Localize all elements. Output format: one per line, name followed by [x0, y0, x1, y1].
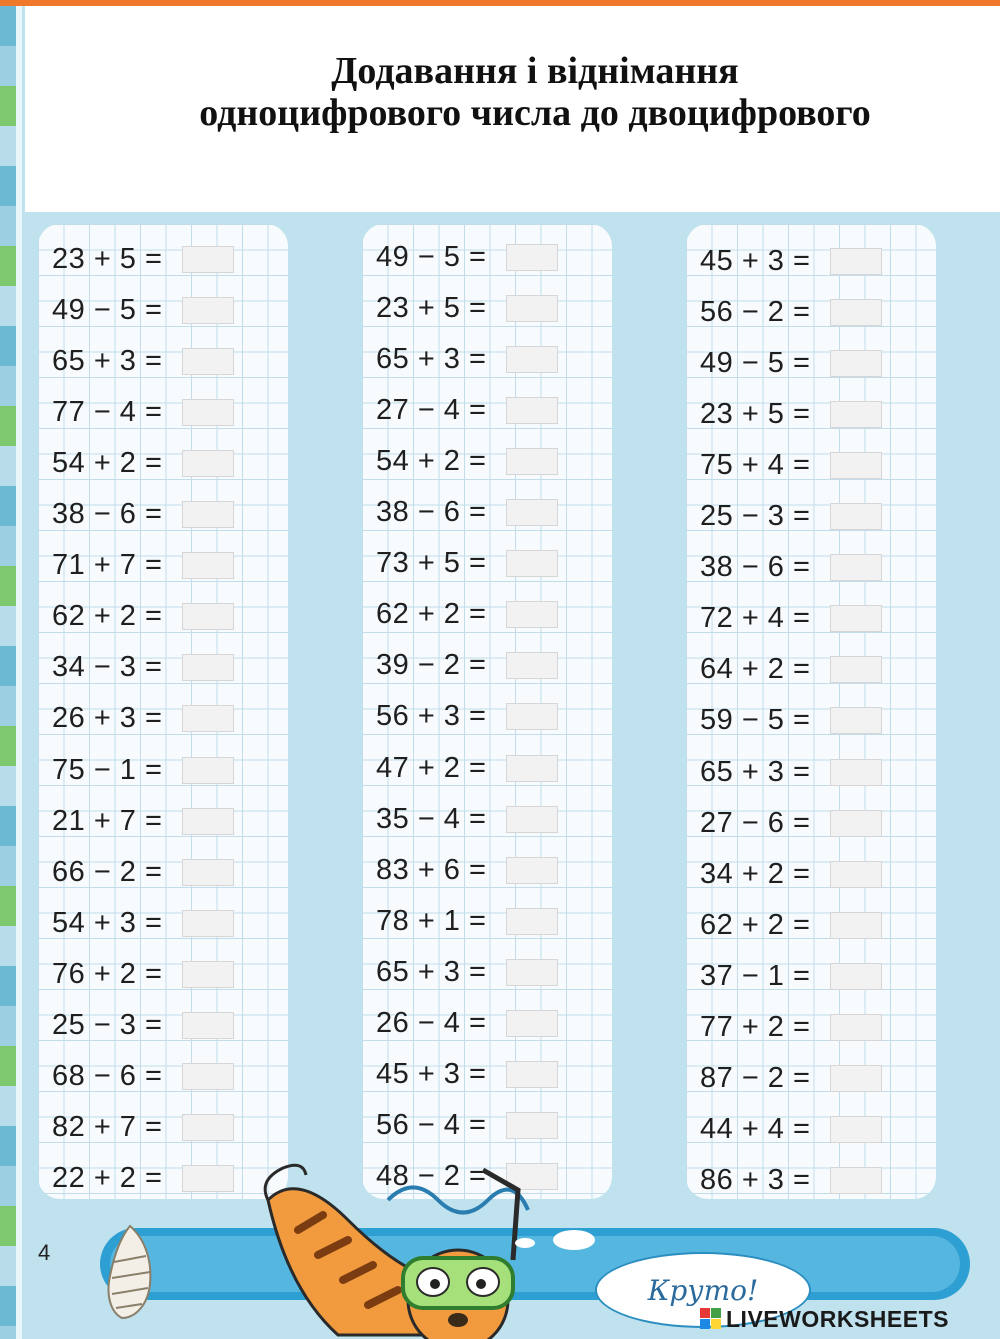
exercise-row	[52, 855, 234, 889]
answer-box[interactable]	[182, 961, 234, 988]
exercise-text: 23 + 5 =	[700, 397, 811, 430]
answer-box[interactable]	[506, 601, 558, 628]
exercise-text: 86 + 3 =	[700, 1164, 811, 1197]
exercise-text: 64 + 2 =	[700, 653, 811, 686]
exercise-row	[376, 649, 558, 683]
exercise-text: 87 − 2 =	[700, 1062, 811, 1095]
exercise-row	[52, 293, 234, 327]
answer-box[interactable]	[182, 297, 234, 324]
exercise-row	[52, 549, 234, 583]
answer-box[interactable]	[182, 705, 234, 732]
exercise-row	[52, 1060, 234, 1094]
title-header	[25, 6, 1000, 212]
exercise-text: 34 − 3 =	[52, 651, 163, 684]
exercise-row	[52, 344, 234, 378]
exercise-row	[52, 906, 234, 940]
exercise-row	[376, 802, 558, 836]
exercise-text: 82 + 7 =	[52, 1111, 163, 1144]
exercise-text: 56 − 2 =	[700, 295, 811, 328]
exercise-text: 25 − 3 =	[52, 1009, 163, 1041]
exercise-text: 54 + 2 =	[376, 444, 487, 477]
exercise-row	[376, 751, 558, 785]
answer-box[interactable]	[506, 857, 558, 884]
answer-box[interactable]	[182, 859, 234, 886]
liveworksheets-logo-icon	[700, 1308, 722, 1330]
exercise-text: 23 + 5 =	[376, 291, 487, 324]
exercise-text: 54 + 2 =	[52, 446, 163, 479]
exercise-text: 26 + 3 =	[52, 702, 163, 735]
exercise-row	[52, 1162, 234, 1196]
answer-box[interactable]	[830, 861, 882, 888]
exercise-row	[52, 395, 234, 429]
speech-bubble-text: Круто!	[647, 1273, 759, 1307]
answer-box[interactable]	[506, 755, 558, 782]
answer-box[interactable]	[182, 501, 234, 528]
exercise-row	[376, 853, 558, 887]
exercise-row	[700, 295, 882, 329]
exercise-row	[376, 240, 558, 274]
exercise-text: 25 − 3 =	[700, 500, 811, 532]
exercise-row	[700, 704, 882, 738]
answer-box[interactable]	[830, 401, 882, 428]
answer-box[interactable]	[182, 603, 234, 630]
answer-box[interactable]	[182, 757, 234, 784]
exercise-row	[700, 1011, 882, 1045]
exercise-text: 65 + 3 =	[376, 342, 487, 375]
page-title	[25, 50, 1000, 134]
exercise-text: 56 + 3 =	[376, 700, 487, 733]
exercise-text: 83 + 6 =	[376, 853, 487, 886]
title-line-2: одноцифрового числа до двоцифрового	[199, 92, 871, 134]
answer-box[interactable]	[830, 1116, 882, 1143]
exercise-text: 44 + 4 =	[700, 1113, 811, 1146]
answer-box[interactable]	[506, 1010, 558, 1037]
exercise-row	[700, 244, 882, 278]
exercise-text: 27 − 4 =	[376, 393, 487, 426]
exercise-row	[52, 702, 234, 736]
exercise-text: 38 − 6 =	[376, 496, 487, 528]
exercise-row	[700, 806, 882, 840]
exercise-row	[700, 908, 882, 942]
answer-box[interactable]	[830, 759, 882, 786]
exercise-text: 73 + 5 =	[376, 547, 487, 580]
answer-box[interactable]	[830, 452, 882, 479]
exercise-row	[700, 551, 882, 585]
exercise-text: 56 − 4 =	[376, 1109, 487, 1142]
exercise-row	[52, 1111, 234, 1145]
answer-box[interactable]	[506, 499, 558, 526]
exercise-text: 21 + 7 =	[52, 804, 163, 837]
answer-box[interactable]	[506, 295, 558, 322]
exercise-text: 49 − 5 =	[700, 346, 811, 379]
exercise-text: 66 − 2 =	[52, 855, 163, 888]
exercise-text: 45 + 3 =	[376, 1058, 487, 1091]
answer-box[interactable]	[830, 707, 882, 734]
exercise-text: 47 + 2 =	[376, 751, 487, 784]
bubble-dot-medium	[553, 1230, 595, 1250]
exercise-text: 35 − 4 =	[376, 802, 487, 835]
exercise-row	[376, 955, 558, 989]
exercise-column-3	[686, 224, 936, 1199]
answer-box[interactable]	[182, 654, 234, 681]
exercise-row	[376, 1058, 558, 1092]
exercise-text: 78 + 1 =	[376, 904, 487, 937]
exercise-text: 34 + 2 =	[700, 857, 811, 890]
exercise-row	[376, 496, 558, 530]
answer-box[interactable]	[830, 656, 882, 683]
exercise-text: 75 − 1 =	[52, 753, 163, 786]
answer-box[interactable]	[506, 1112, 558, 1139]
liveworksheets-watermark: LIVEWORKSHEETS	[726, 1305, 949, 1332]
answer-box[interactable]	[506, 397, 558, 424]
exercise-row	[700, 397, 882, 431]
answer-box[interactable]	[830, 1065, 882, 1092]
answer-box[interactable]	[506, 959, 558, 986]
exercise-text: 45 + 3 =	[700, 244, 811, 277]
exercise-text: 48 − 2 =	[376, 1160, 487, 1193]
exercise-text: 71 + 7 =	[52, 549, 163, 582]
exercise-row	[700, 959, 882, 993]
answer-box[interactable]	[182, 1063, 234, 1090]
answer-box[interactable]	[830, 248, 882, 275]
exercise-row	[700, 500, 882, 534]
exercise-row	[52, 446, 234, 480]
exercise-text: 62 + 2 =	[376, 598, 487, 631]
exercise-row	[700, 653, 882, 687]
exercise-column-2	[362, 224, 612, 1199]
exercise-row	[700, 1062, 882, 1096]
answer-box[interactable]	[506, 1061, 558, 1088]
exercise-row	[700, 857, 882, 891]
exercise-row	[376, 700, 558, 734]
seashell-icon	[100, 1222, 160, 1322]
answer-box[interactable]	[506, 448, 558, 475]
answer-box[interactable]	[830, 503, 882, 530]
answer-box[interactable]	[830, 963, 882, 990]
exercise-text: 23 + 5 =	[52, 242, 163, 275]
exercise-column-1	[38, 224, 288, 1199]
exercise-row	[700, 755, 882, 789]
exercise-row	[376, 393, 558, 427]
exercise-text: 59 − 5 =	[700, 704, 811, 737]
exercise-row	[376, 1007, 558, 1041]
answer-box[interactable]	[506, 346, 558, 373]
exercise-row	[52, 498, 234, 532]
exercise-row	[52, 804, 234, 838]
exercise-row	[376, 904, 558, 938]
exercise-text: 62 + 2 =	[700, 908, 811, 941]
exercise-text: 77 − 4 =	[52, 395, 163, 428]
title-line-1: Додавання і віднімання	[331, 50, 739, 92]
answer-box[interactable]	[506, 244, 558, 271]
answer-box[interactable]	[830, 1167, 882, 1194]
answer-box[interactable]	[182, 399, 234, 426]
exercise-text: 62 + 2 =	[52, 600, 163, 633]
exercise-text: 37 − 1 =	[700, 959, 811, 992]
exercise-row	[376, 1109, 558, 1143]
answer-box[interactable]	[506, 806, 558, 833]
exercise-row	[700, 346, 882, 380]
exercise-text: 65 + 3 =	[376, 955, 487, 988]
exercise-text: 38 − 6 =	[52, 498, 163, 530]
answer-box[interactable]	[182, 246, 234, 273]
answer-box[interactable]	[182, 552, 234, 579]
answer-box[interactable]	[830, 912, 882, 939]
answer-box[interactable]	[182, 450, 234, 477]
exercise-row	[700, 1113, 882, 1147]
exercise-text: 49 − 5 =	[376, 240, 487, 273]
exercise-row	[52, 242, 234, 276]
exercise-text: 39 − 2 =	[376, 649, 487, 682]
answer-box[interactable]	[830, 554, 882, 581]
exercise-text: 22 + 2 =	[52, 1162, 163, 1195]
decorative-left-border	[0, 6, 22, 1339]
exercise-row	[376, 291, 558, 325]
exercise-text: 68 − 6 =	[52, 1060, 163, 1093]
liveworksheets-logo	[700, 1303, 949, 1335]
exercise-text: 54 + 3 =	[52, 906, 163, 939]
exercise-row	[376, 547, 558, 581]
answer-box[interactable]	[830, 299, 882, 326]
exercise-row	[700, 448, 882, 482]
exercise-text: 65 + 3 =	[52, 344, 163, 377]
exercise-text: 76 + 2 =	[52, 957, 163, 990]
exercise-row	[376, 444, 558, 478]
exercise-row	[376, 342, 558, 376]
page-number: 4	[38, 1240, 51, 1265]
exercise-text: 49 − 5 =	[52, 293, 163, 326]
exercise-text: 38 − 6 =	[700, 551, 811, 584]
exercise-row	[52, 600, 234, 634]
exercise-row	[376, 598, 558, 632]
exercise-text: 26 − 4 =	[376, 1007, 487, 1039]
answer-box[interactable]	[182, 1012, 234, 1039]
exercise-row	[52, 957, 234, 991]
exercise-row	[52, 651, 234, 685]
exercise-text: 75 + 4 =	[700, 448, 811, 481]
answer-box[interactable]	[182, 1165, 234, 1192]
exercise-row	[52, 1009, 234, 1043]
answer-box[interactable]	[830, 1014, 882, 1041]
answer-box[interactable]	[506, 652, 558, 679]
answer-box[interactable]	[182, 910, 234, 937]
answer-box[interactable]	[830, 605, 882, 632]
answer-box[interactable]	[182, 348, 234, 375]
exercise-row	[52, 753, 234, 787]
exercise-row	[700, 602, 882, 636]
exercise-row	[700, 1164, 882, 1198]
answer-box[interactable]	[182, 1114, 234, 1141]
answer-box[interactable]	[506, 908, 558, 935]
exercise-text: 27 − 6 =	[700, 806, 811, 839]
bubble-dot-small	[515, 1238, 535, 1248]
answer-box[interactable]	[830, 350, 882, 377]
cat-snorkel-illustration	[228, 1160, 558, 1339]
answer-box[interactable]	[182, 808, 234, 835]
answer-box[interactable]	[506, 703, 558, 730]
exercise-text: 72 + 4 =	[700, 602, 811, 635]
answer-box[interactable]	[830, 810, 882, 837]
exercise-text: 65 + 3 =	[700, 755, 811, 788]
exercise-text: 77 + 2 =	[700, 1011, 811, 1043]
answer-box[interactable]	[506, 550, 558, 577]
